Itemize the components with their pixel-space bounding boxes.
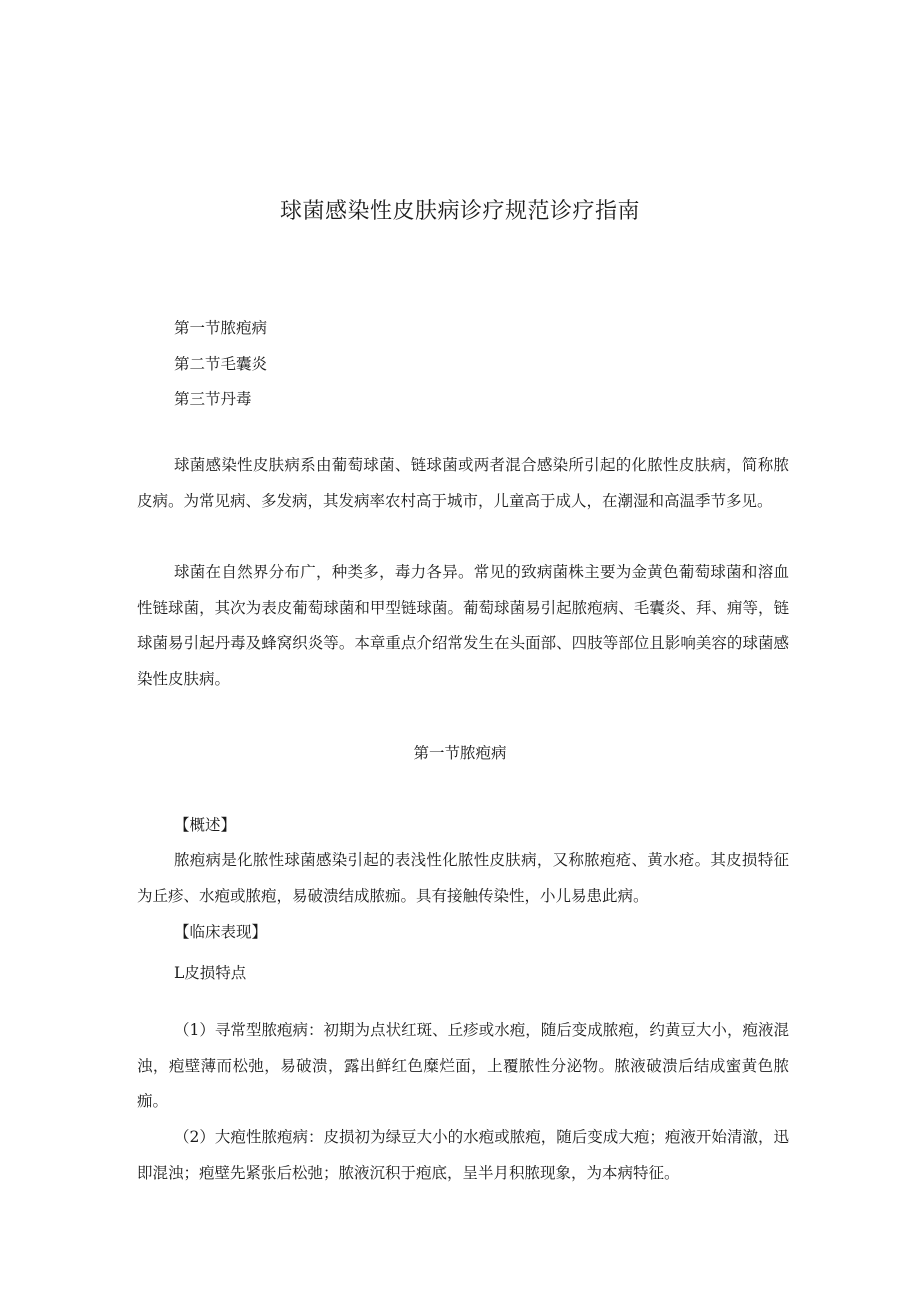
- section-heading: 第一节脓疱病: [413, 744, 507, 762]
- list-item: （1）寻常型脓疱病：初期为点状红斑、丘疹或水疱，随后变成脓疱，约黄豆大小，疱液混浊，疱壁薄而松弛，易破溃，露出鲜红色糜烂面，上覆脓性分泌物。脓液破溃后结成蜜黄色脓痂。: [137, 1021, 789, 1110]
- toc-item: 第二节毛囊炎: [174, 354, 268, 373]
- list-item: （2）大疱性脓疱病：皮损初为绿豆大小的水疱或脓疱，随后变成大疱；疱液开始清澈，迅即混浊；疱壁先紧张后松弛；脓液沉积于疱底，呈半月积脓现象，为本病特征。: [137, 1128, 789, 1182]
- table-of-contents: [174, 311, 267, 418]
- clinical-label: 【临床表现】: [174, 923, 268, 941]
- overview-paragraph: 脓疱病是化脓性球菌感染引起的表浅性化脓性皮肤病，又称脓疱疮、黄水疮。其皮损特征为丘疹、水疱或脓疱，易破溃结成脓痂。具有接触传染性，小儿易患此病。: [137, 851, 789, 905]
- intro-paragraph: 球菌感染性皮肤病系由葡萄球菌、链球菌或两者混合感染所引起的化脓性皮肤病，简称脓皮病。为常见病、多发病，其发病率农村高于城市，儿童高于成人，在潮湿和高温季节多见。: [137, 456, 789, 510]
- overview-label: 【概述】: [174, 816, 237, 834]
- intro-paragraph: 球菌在自然界分布广，种类多，毒力各异。常见的致病菌株主要为金黄色葡萄球菌和溶血性链球菌，其次为表皮葡萄球菌和甲型链球菌。葡萄球菌易引起脓疱病、毛囊炎、拜、痈等，链球菌易引起丹毒及蜂窝织炎等。本章重点介绍常发生在头面部、四肢等部位且影响美容的球菌感染性皮肤病。: [137, 563, 789, 688]
- toc-item: 第一节脓疱病: [174, 319, 268, 337]
- document-title: 球菌感染性皮肤病诊疗规范诊疗指南: [279, 199, 640, 224]
- toc-item: 第三节丹毒: [174, 390, 252, 408]
- lesion-features-label: L皮损特点: [174, 964, 247, 982]
